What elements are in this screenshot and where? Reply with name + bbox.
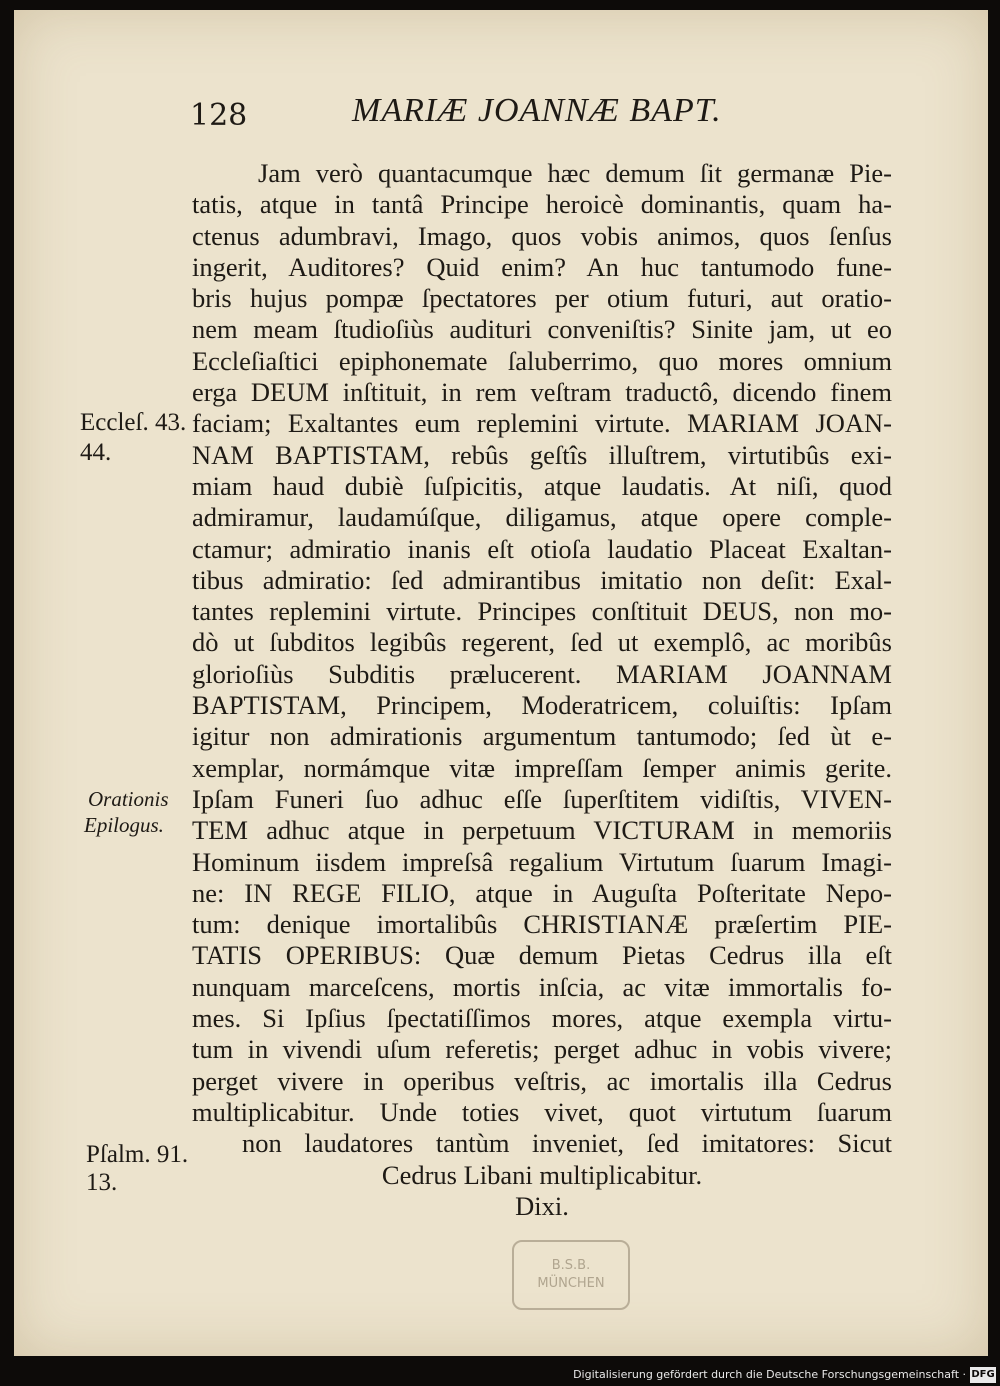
- text-line: NAM BAPTISTAM, rebûs geſtîs illuſtrem, virtutibûs exi-: [192, 439, 892, 470]
- body-text: [192, 158, 892, 1222]
- dfg-logo: DFG: [970, 1367, 996, 1383]
- text-line: miam haud dubiè ſuſpicitis, atque laudatis. At niſi, quod: [192, 470, 892, 501]
- margin-note-eccles: Eccleſ. 43.: [80, 409, 187, 436]
- text-line: TATIS OPERIBUS: Quæ demum Pietas Cedrus illa eſt: [192, 940, 892, 971]
- closing-word: Dixi.: [515, 1190, 569, 1221]
- text-line: ctenus adumbravi, Imago, quos vobis animos, quos ſenſus: [192, 220, 892, 251]
- text-line: mes. Si Ipſius ſpectatiſſimos mores, atque exempla virtu-: [192, 1003, 892, 1034]
- text-line: multiplicabitur. Unde toties vivet, quot virtutum ſuarum: [192, 1096, 892, 1127]
- stamp-line: MÜNCHEN: [537, 1276, 605, 1291]
- margin-note-psalm-verse: 13.: [86, 1169, 118, 1196]
- text-line: nunquam marceſcens, mortis inſcia, ac vitæ immortalis fo-: [192, 971, 892, 1002]
- text-line: igitur non admirationis argumentum tantumodo; ſed ùt e-: [192, 721, 892, 752]
- text-line: Eccleſiaſtici epiphonemate ſaluberrimo, quo mores omnium: [192, 345, 892, 376]
- text-line: BAPTISTAM, Principem, Moderatricem, coluiſtis: Ipſam: [192, 690, 892, 721]
- text-line: tantes replemini virtute. Principes conſtituit DEUS, non mo-: [192, 596, 892, 627]
- text-line: ne: IN REGE FILIO, atque in Auguſta Poſteritate Nepo-: [192, 877, 892, 908]
- text-line: ctamur; admiratio inanis eſt otioſa laudatio Placeat Exaltan-: [192, 533, 892, 564]
- stamp-line: B.S.B.: [551, 1258, 591, 1273]
- text-line: tum: denique imortalibûs CHRISTIANÆ præſertim PIE-: [192, 909, 892, 940]
- text-line: tibus admiratio: ſed admirantibus imitatio non deſit: Exal-: [192, 564, 892, 595]
- text-line: nem meam ſtudioſiùs audituri conveniſtis? Sinite jam, ut eo: [192, 314, 892, 345]
- text-line: Hominum iisdem impreſsâ regalium Virtutum ſuarum Imagi-: [192, 846, 892, 877]
- page-number: 128: [190, 98, 248, 133]
- library-stamp: [512, 1240, 630, 1310]
- text-line: faciam; Exaltantes eum replemini virtute. MARIAM JOAN-: [192, 408, 892, 439]
- text-line: non laudatores tantùm inveniet, ſed imitatores: Sicut: [242, 1128, 892, 1159]
- text-line: tum in vivendi uſum referetis; perget adhuc in vobis vivere;: [192, 1034, 892, 1065]
- margin-note-orationis: Orationis: [88, 787, 169, 811]
- margin-note-psalm: Pſalm. 91.: [86, 1141, 189, 1168]
- text-line: Jam verò quantacumque hæc demum ſit germanæ Pie-: [258, 158, 892, 188]
- text-line: xemplar, normámque vitæ impreſſam ſemper animis gerite.: [192, 752, 892, 783]
- text-line: TEM adhuc atque in perpetuum VICTURAM in memoriis: [192, 815, 892, 846]
- text-line: perget vivere in operibus veſtris, ac imortalis illa Cedrus: [192, 1065, 892, 1096]
- page-header: [0, 92, 1000, 142]
- text-line: erga DEUM inſtituit, in rem veſtram traductô, dicendo finem: [192, 377, 892, 408]
- text-line: admiramur, laudamúſque, diligamus, atque opere comple-: [192, 502, 892, 533]
- margin-note-epilogus: Epilogus.: [84, 813, 164, 837]
- text-line: glorioſiùs Subditis prælucerent. MARIAM JOANNAM: [192, 658, 892, 689]
- digitization-credit: Digitalisierung gefördert durch die Deutsche Forschungsgemeinschaft ·: [573, 1368, 966, 1381]
- running-title: MARIÆ JOANNÆ BAPT.: [352, 92, 722, 129]
- text-line: tatis, atque in tantâ Principe heroicè dominantis, quam ha-: [192, 189, 892, 220]
- footer-bar: [0, 1366, 1000, 1386]
- text-line: Cedrus Libani multiplicabitur.: [381, 1159, 703, 1190]
- text-line: bris hujus pompæ ſpectatores per otium futuri, aut oratio-: [192, 283, 892, 314]
- text-line: Ipſam Funeri ſuo adhuc eſſe ſuperſtitem vidiſtis, VIVEN-: [192, 783, 892, 814]
- margin-note-eccles-verse: 44.: [80, 439, 112, 466]
- text-line: dò ut ſubditos legibûs regerent, ſed ut exemplô, ac moribûs: [192, 627, 892, 658]
- text-line: ingerit, Auditores? Quid enim? An huc tantumodo fune-: [192, 251, 892, 282]
